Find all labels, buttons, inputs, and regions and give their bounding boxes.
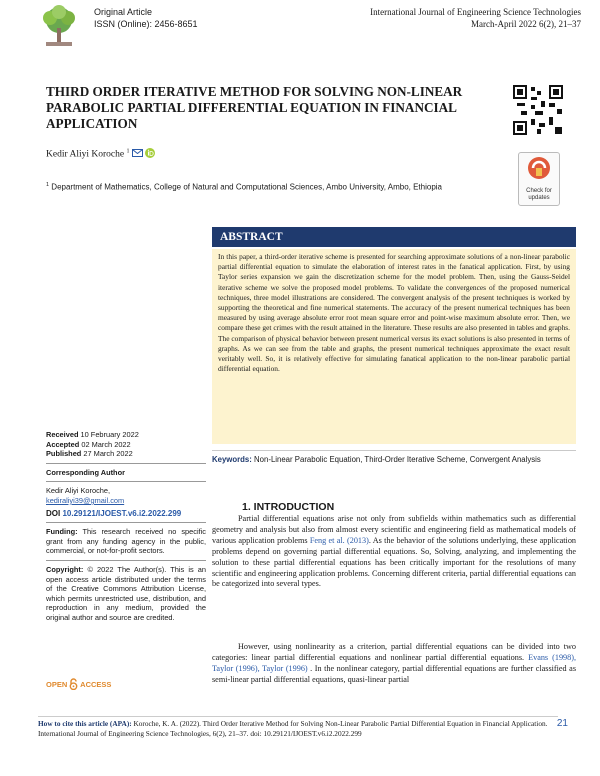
page-number: 21 [556, 718, 568, 729]
author-superscript: 1 [126, 148, 130, 155]
article-info [46, 430, 206, 623]
intro-paragraph-1: Partial differential equations arise not only from subfields within mathematics such as differential geometry and analysis but also from almost every scientific and engineering field as mathematical models of various application problems Feng et al. (2013). As the behavior of the solutions underlying, these application problems depend on governing partial differential equations. So, Solving, analyzing, and implementing the solution to these partial differential equations has been critically important for the resolutions of many scientific and engineering application problems. Concerning different criteria, partial differential equations can be categorized into several types. [212, 514, 577, 589]
journal-logo [38, 4, 80, 50]
author-name: Kedir Aliyi Koroche [46, 149, 125, 160]
abstract-heading: ABSTRACT [212, 227, 576, 247]
header-right [370, 6, 581, 30]
corresponding-heading: Corresponding Author [46, 467, 125, 477]
affiliation-superscript: 1 [46, 182, 50, 188]
journal-issue: March-April 2022 6(2), 21–37 [471, 19, 581, 29]
received-line: Received 10 February 2022 [46, 430, 139, 439]
keywords-text: Non-Linear Parabolic Equation, Third-Order Iterative Scheme, Convergent Analysis [254, 455, 541, 464]
abstract-body: In this paper, a third-order iterative scheme is presented for searching approximate solutions of a non-linear parabolic partial differential equation to simulate the elaboration of interest rates in the fanatical application. First, by using Taylor series expansion we gain the discretization scheme for the model problem. Then, using the Gauss-Seidel iterative scheme we solve the proposed model problems. To validate the convergences of the proposed numerical techniques, three model illustrations are considered. The convergent analysis of the present techniques is worked by supporting the theoretical and fine numerical statements. The accuracy of the present numerical techniques has been measured by using average absolute error root mean square error and point-wise maximum absolute error. Then, we compare these get crimes with the result attained in the literature. These results are also presented in tables and graphs. The comparison of physical behavior between present numerical versus its exact solutions is also presented in terms of graphs. As we can see from the table and graphs, the present numerical techniques approximate the exact result veritably well. So, it is relatively effective for simulating fanatical application to the non-linear parabolic partial differential equation. [212, 249, 576, 444]
check-updates-line2: updates [528, 195, 550, 201]
email-icon[interactable] [132, 149, 143, 160]
published-line: Published 27 March 2022 [46, 449, 133, 459]
check-updates-icon [519, 153, 559, 183]
open-access-lock-icon [69, 678, 78, 692]
affiliation [46, 180, 456, 193]
doi-link[interactable]: 10.29121/IJOEST.v6.i2.2022.299 [62, 508, 182, 518]
citation-footer [38, 716, 558, 739]
footer-text: Koroche, K. A. (2022). Third Order Iterative Method for Solving Non-Linear Parabolic Partial Differential Equation in Financial Application. International Journal of Engineering Science Technologies, 6(2), 21–37. doi: 10.29121/IJOEST.v6.i2.2022.299 [38, 719, 548, 738]
section-heading-introduction: 1. INTRODUCTION [242, 501, 335, 513]
header-left [94, 6, 198, 30]
keywords-label: Keywords: [212, 455, 252, 464]
journal-name: International Journal of Engineering Science Technologies [370, 7, 581, 17]
corresponding-name: Kedir Aliyi Koroche, [46, 486, 111, 496]
orcid-icon[interactable] [145, 148, 155, 161]
qr-code [512, 84, 564, 136]
article-type: Original Article [94, 7, 153, 17]
author-line [46, 148, 155, 161]
affiliation-text: Department of Mathematics, College of Natural and Computational Sciences, Ambo University, Ambo, Ethiopia [51, 182, 443, 192]
open-access-badge: OPEN ACCESS [46, 678, 111, 692]
doi-line: DOI 10.29121/IJOEST.v6.i2.2022.299 [46, 508, 182, 518]
check-for-updates-badge[interactable] [518, 152, 560, 206]
keywords [212, 450, 576, 466]
corresponding-email[interactable]: kediraliyi39@gmail.com [46, 495, 125, 505]
intro-paragraph-2: However, using nonlinearity as a criterion, partial differential equations can be divided into two categories: linear partial differential equations and nonlinear partial differential equations. Evans (1998), Taylor (1996), Taylor (1996) . In the nonlinear category, partial differential equations are further classified as semi-linear partial differential equations, quasi-linear partial [212, 642, 577, 684]
funding: Funding: This research received no specific grant from any funding agency in the public, commercial, or not-for-profit sectors. [46, 527, 207, 556]
issn: ISSN (Online): 2456-8651 [94, 19, 198, 29]
footer-label: How to cite this article (APA): [38, 719, 132, 728]
citation-evans-taylor[interactable]: Evans (1998), Taylor (1996), Taylor (1996) [212, 652, 576, 673]
citation-feng[interactable]: Feng et al. (2013) [309, 535, 369, 545]
accepted-line: Accepted 02 March 2022 [46, 439, 131, 449]
copyright: Copyright: © 2022 The Author(s). This is an open access article distributed under the terms of the Creative Commons Attribution License, which permits unrestricted use, distribution, and reproduction in any medium, provided the original author and source are credited. [46, 564, 206, 622]
paper-title: THIRD ORDER ITERATIVE METHOD FOR SOLVING NON-LINEAR PARABOLIC PARTIAL DIFFERENTIAL EQUATION IN FINANCIAL APPLICATION [46, 84, 463, 131]
check-updates-line1: Check for [526, 188, 552, 194]
